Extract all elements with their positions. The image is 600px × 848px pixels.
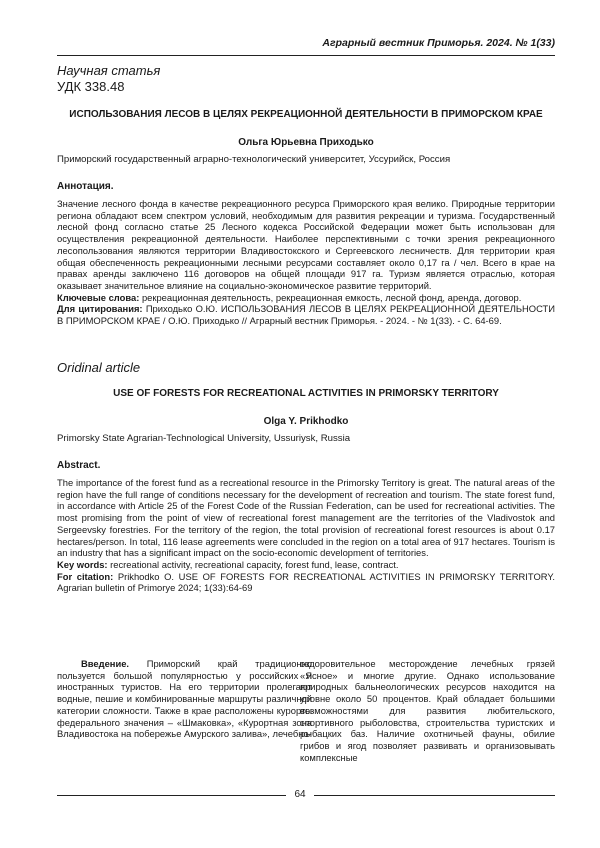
affiliation-en: Primorsky State Agrarian-Technological University, Ussuriysk, Russia <box>57 433 351 444</box>
citation-ru <box>57 303 555 326</box>
title-en: USE OF FORESTS FOR RECREATIONAL ACTIVITIES IN PRIMORSKY TERRITORY <box>113 388 499 399</box>
udk-code: УДК 338.48 <box>57 79 125 94</box>
intro-text-2: оздоровительное месторождение лечебных грязей «Ясное» и многие другие. Однако использование природных бальнеологических ресурсов находится на уровне около 50 процентов. Край обладает большими возможностями для развития любительского, спортивного рыболовства, строительства туристских и рыбацких баз. Наличие охотничьей фауны, обилие грибов и ягод позволяет развивать и организовывать комплексные <box>300 658 555 763</box>
affiliation-ru: Приморский государственный аграрно-технологический университет, Уссурийск, Россия <box>57 154 451 165</box>
keywords-label-en: Key words: <box>57 558 108 570</box>
author-ru: Ольга Юрьевна Приходько <box>238 137 374 148</box>
abstract-heading-ru: Аннотация. <box>57 181 114 192</box>
keywords-ru <box>57 292 555 304</box>
keywords-text-en: recreational activity, recreational capacity, forest fund, lease, contract. <box>110 558 399 570</box>
intro-column-1 <box>57 658 312 740</box>
abstract-ru <box>57 198 555 327</box>
citation-label-en: For citation: <box>57 570 114 582</box>
intro-heading: Введение. <box>81 658 130 669</box>
header-rule <box>57 55 555 56</box>
intro-column-2 <box>300 658 555 763</box>
page-number: 64 <box>0 789 600 800</box>
title-ru: ИСПОЛЬЗОВАНИЯ ЛЕСОВ В ЦЕЛЯХ РЕКРЕАЦИОННОЙ ДЕЯТЕЛЬНОСТИ В ПРИМОРСКОМ КРАЕ <box>69 109 543 120</box>
journal-header: Аграрный вестник Приморья. 2024. № 1(33) <box>322 37 555 49</box>
intro-text-1: Приморский край традиционно пользуется большой популярностью у российских и иностранных туристов. На его территории пролегают водные, пешие и комбинированные маршруты различной категории сложности. Также в крае расположены курорты федерального значения – «Шмаковка», «Курортная зона Владивостока на побережье Амурского залива», лечебно- <box>57 658 312 740</box>
abstract-text-en: The importance of the forest fund as a recreational resource in the Primorsky Territory is great. The natural areas of the region have the full range of conditions necessary for the development of recreation and tourism. The state forest fund, in accordance with Article 25 of the Forest Code of the Russian Federation, can be used for recreational activities. The most promising from the point of view of recreational forest management are the territories of the Vladivostok and Sergeevsky forestries. For the territory of the region, the total provision of recreational forest resources is about 0.17 hectares/person. In total, 116 lease agreements were concluded in the region on a total area of 917 hectares. Tourism is an industry that has a significant impact on the socio-economic development of territories. <box>57 477 555 559</box>
citation-text-en: Prikhodko O. USE OF FORESTS FOR RECREATIONAL ACTIVITIES IN PRIMORSKY TERRITORY. Agrarian bulletin of Primorye 2024; 1(33):64-69 <box>57 570 555 594</box>
keywords-text-ru: рекреационная деятельность, рекреационная емкость, лесной фонд, аренда, договор. <box>141 291 522 303</box>
citation-en <box>57 571 555 594</box>
abstract-en <box>57 477 555 594</box>
citation-label-ru: Для цитирования: <box>57 303 143 315</box>
abstract-text-ru: Значение лесного фонда в качестве рекреационного ресурса Приморского края велико. Природные территории региона обладают всем спектром условий, необходимым для развития рекреации и туризма. Государственный лесной фонд согласно статье 25 Лесного кодекса Российской Федерации может быть использован для осуществления рекреационной деятельности. Наиболее перспективными с точки зрения рекреационного лесопользования являются территории Владивостокского и Сергеевского лесничеств. Для территории края общая обеспеченность рекреационными лесными ресурсами составляет около 0,17 га / чел. Всего в крае на правах аренды заключено 116 договоров на общей площади 917 га. Туризм является отраслью, которая оказывает значительное влияние на социально-экономическое развитие территорий. <box>57 198 555 291</box>
author-en: Olga Y. Prikhodko <box>263 416 349 427</box>
article-type-en: Oridinal article <box>57 360 141 375</box>
citation-text-ru: Приходько О.Ю. ИСПОЛЬЗОВАНИЯ ЛЕСОВ В ЦЕЛЯХ РЕКРЕАЦИОННОЙ ДЕЯТЕЛЬНОСТИ В ПРИМОРСКОМ КРАЕ / О.Ю. Приходько // Аграрный вестник Приморья. - 2024. - № 1(33). - С. 64-69. <box>57 303 556 327</box>
article-type-ru: Научная статья <box>57 63 161 78</box>
keywords-en <box>57 559 555 571</box>
keywords-label-ru: Ключевые слова: <box>57 291 140 303</box>
abstract-heading-en: Abstract. <box>57 460 101 471</box>
